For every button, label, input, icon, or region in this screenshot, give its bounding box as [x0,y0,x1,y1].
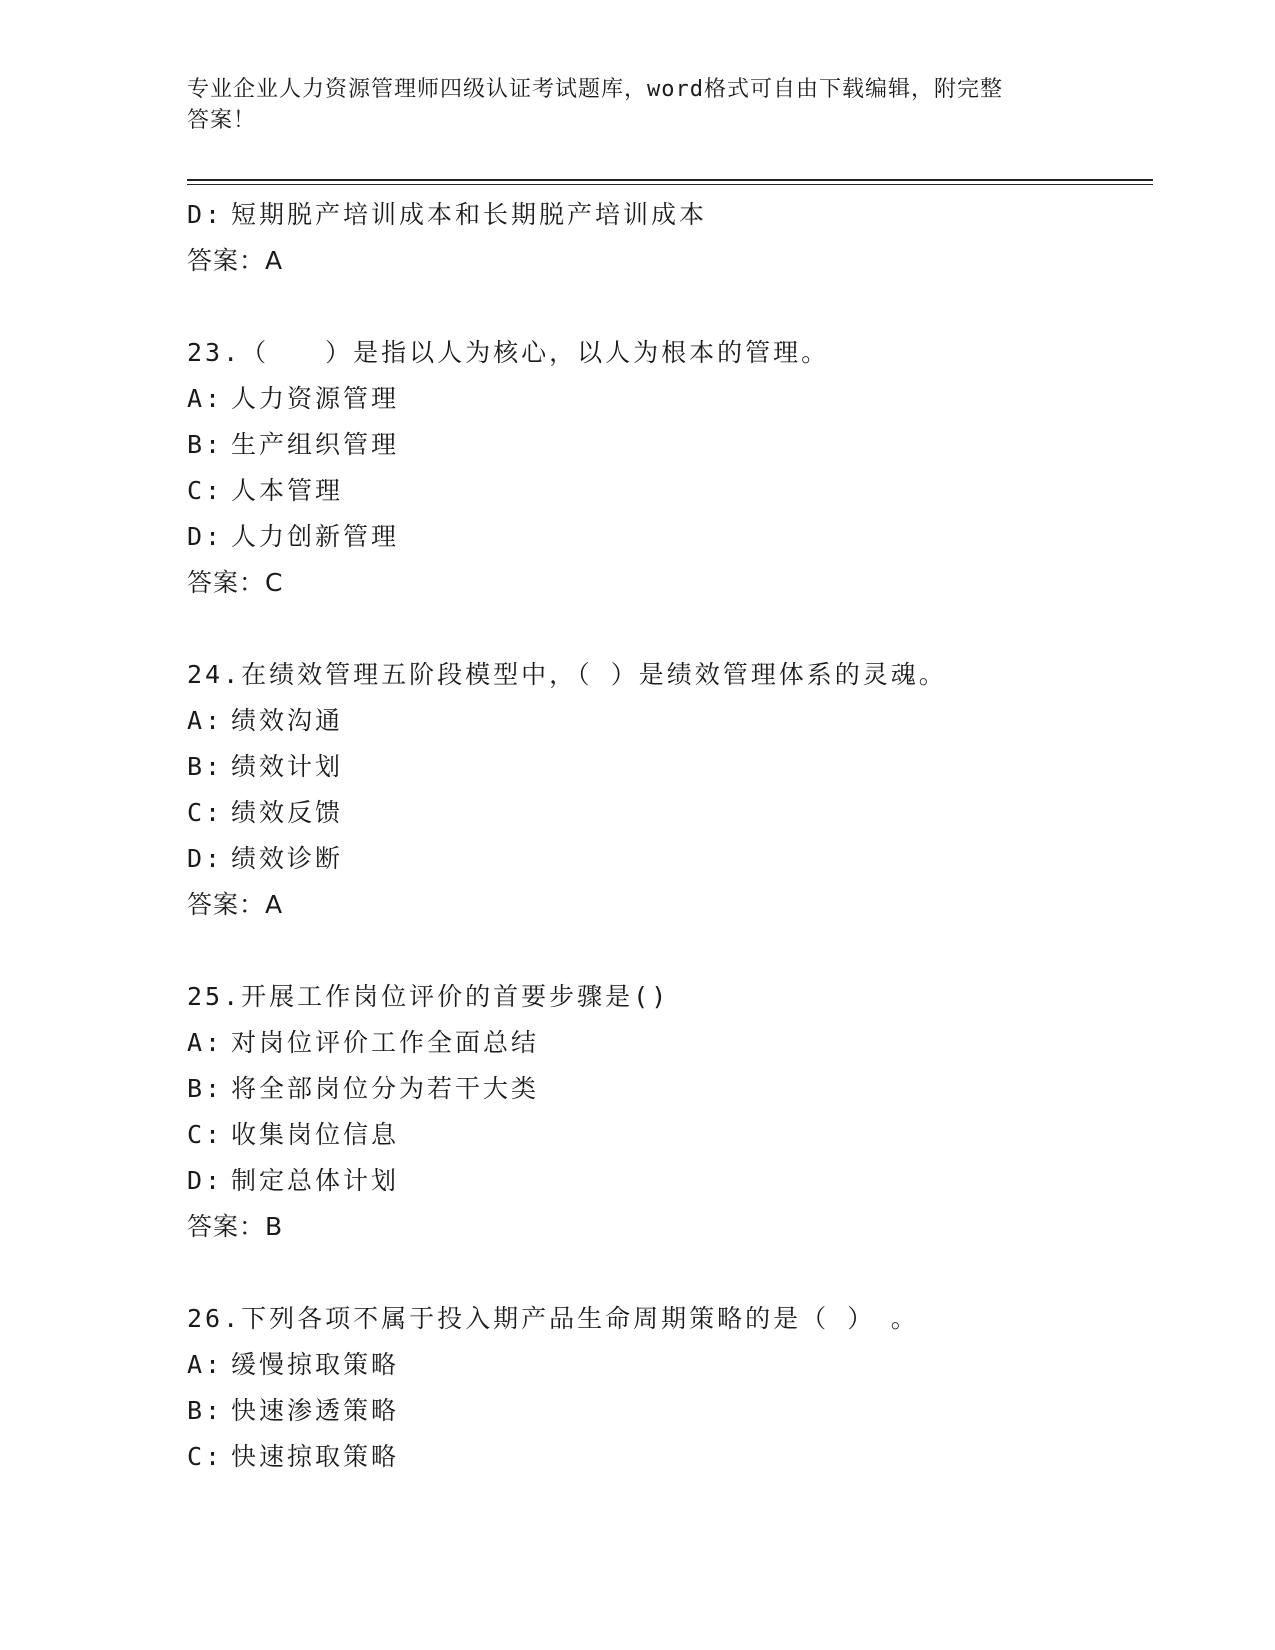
header-divider-thin [187,184,1153,185]
option-prefix: A: [187,1350,224,1379]
option-text: 快速掠取策略 [231,1442,400,1471]
answer-line: 答案：A [187,890,284,919]
option-c [187,1434,1147,1480]
option-text: 绩效沟通 [231,706,344,735]
question-stem-25: 25.开展工作岗位评价的首要步骤是() [187,982,670,1011]
question-spacer [187,928,1147,974]
option-b [187,1066,1147,1112]
option-text: 短期脱产培训成本和长期脱产培训成本 [231,200,708,229]
option-prefix: B: [187,1074,224,1103]
header-line-2: 答案！ [187,108,257,133]
option-a [187,1342,1147,1388]
option-a [187,698,1147,744]
option-prefix: B: [187,752,224,781]
answer-line: 答案：C [187,568,284,597]
option-text: 缓慢掠取策略 [231,1350,400,1379]
question-list [187,192,1147,1480]
option-d [187,514,1147,560]
option-prefix: A: [187,706,224,735]
option-prefix: D: [187,522,224,551]
option-b [187,744,1147,790]
question-spacer [187,284,1147,330]
option-text: 绩效计划 [231,752,344,781]
option-text: 绩效反馈 [231,798,344,827]
option-text: 人本管理 [231,476,344,505]
option-a [187,376,1147,422]
option-d [187,836,1147,882]
option-text: 人力创新管理 [231,522,400,551]
answer-line: 答案：A [187,246,284,275]
option-prefix: A: [187,384,224,413]
option-prefix: D: [187,200,224,229]
question-stem-23: 23.（ ）是指以人为核心，以人为根本的管理。 [187,338,830,367]
option-c [187,1112,1147,1158]
option-c [187,790,1147,836]
option-prefix: C: [187,1120,224,1149]
option-c [187,468,1147,514]
option-prefix: C: [187,1442,224,1471]
header-divider-thick [187,179,1153,181]
option-d [187,1158,1147,1204]
option-b [187,1388,1147,1434]
answer-line: 答案：B [187,1212,284,1241]
document-header [187,74,1087,136]
option-text: 人力资源管理 [231,384,400,413]
question-spacer [187,606,1147,652]
option-prefix: B: [187,430,224,459]
option-prefix: C: [187,476,224,505]
header-line-1: 专业企业人力资源管理师四级认证考试题库，word格式可自由下载编辑，附完整 [187,77,1003,102]
option-text: 生产组织管理 [231,430,400,459]
option-text: 绩效诊断 [231,844,344,873]
option-prefix: B: [187,1396,224,1425]
option-text: 收集岗位信息 [231,1120,400,1149]
option-text: 对岗位评价工作全面总结 [231,1028,540,1057]
question-stem-26: 26.下列各项不属于投入期产品生命周期策略的是（ ） 。 [187,1304,919,1333]
option-prefix: D: [187,1166,224,1195]
option-text: 制定总体计划 [231,1166,400,1195]
option-prefix: C: [187,798,224,827]
option-d [187,192,1147,238]
option-b [187,422,1147,468]
question-stem-24: 24.在绩效管理五阶段模型中，（ ）是绩效管理体系的灵魂。 [187,660,947,689]
option-text: 将全部岗位分为若干大类 [231,1074,540,1103]
option-prefix: A: [187,1028,224,1057]
option-a [187,1020,1147,1066]
question-spacer [187,1250,1147,1296]
option-prefix: D: [187,844,224,873]
option-text: 快速渗透策略 [231,1396,400,1425]
